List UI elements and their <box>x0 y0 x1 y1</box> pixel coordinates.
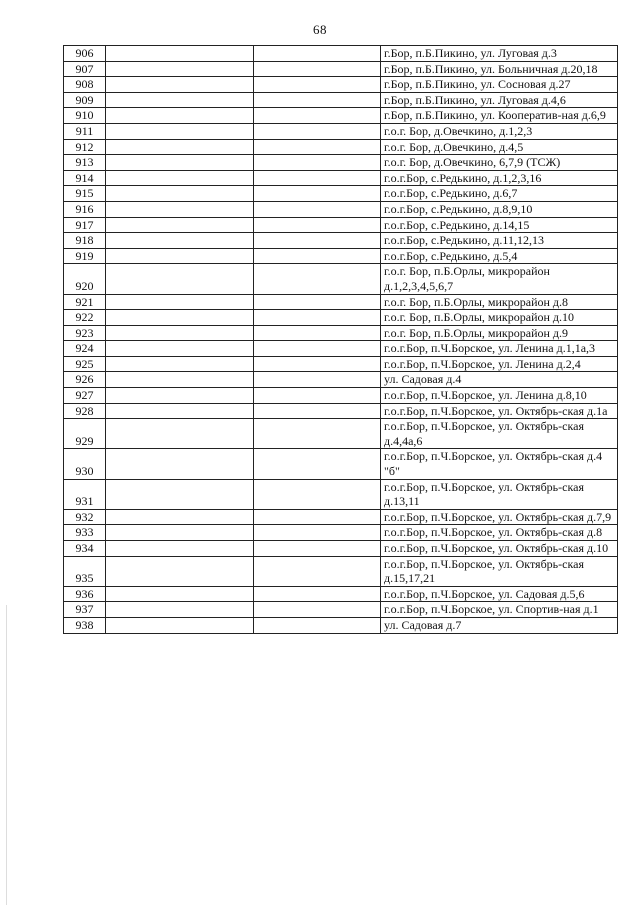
empty-cell <box>254 233 381 249</box>
empty-cell <box>106 233 254 249</box>
table-row <box>64 92 618 108</box>
table-row <box>64 509 618 525</box>
empty-cell <box>106 388 254 404</box>
address-cell: г.о.г. Бор, п.Б.Орлы, микрорайон д.9 <box>381 325 618 341</box>
table-row <box>64 556 618 586</box>
empty-cell <box>106 310 254 326</box>
table-row <box>64 217 618 233</box>
empty-cell <box>106 617 254 633</box>
empty-cell <box>254 61 381 77</box>
row-number-cell: 929 <box>64 419 106 449</box>
address-cell: ул. Садовая д.4 <box>381 372 618 388</box>
page-number: 68 <box>313 22 327 37</box>
empty-cell <box>106 77 254 93</box>
row-number-cell: 907 <box>64 61 106 77</box>
row-number-cell: 923 <box>64 325 106 341</box>
row-number-cell: 906 <box>64 46 106 62</box>
address-cell: г.о.г.Бор, п.Ч.Борское, ул. Октябрь-ская д.15,17,21 <box>381 556 618 586</box>
row-number-cell: 925 <box>64 356 106 372</box>
address-cell: г.о.г.Бор, п.Ч.Борское, ул. Спортив-ная д.1 <box>381 602 618 618</box>
empty-cell <box>106 586 254 602</box>
empty-cell <box>254 419 381 449</box>
address-cell: г.о.г. Бор, д.Овечкино, 6,7,9 (ТСЖ) <box>381 155 618 171</box>
empty-cell <box>106 201 254 217</box>
empty-cell <box>106 341 254 357</box>
row-number-cell: 931 <box>64 479 106 509</box>
empty-cell <box>106 170 254 186</box>
empty-cell <box>254 155 381 171</box>
empty-cell <box>254 325 381 341</box>
empty-cell <box>254 541 381 557</box>
empty-cell <box>254 108 381 124</box>
empty-cell <box>106 372 254 388</box>
empty-cell <box>106 92 254 108</box>
empty-cell <box>254 186 381 202</box>
address-cell: г.о.г.Бор, п.Ч.Борское, ул. Октябрь-ская д.1а <box>381 403 618 419</box>
empty-cell <box>106 123 254 139</box>
table-row <box>64 155 618 171</box>
address-cell: г.о.г.Бор, п.Ч.Борское, ул. Октябрь-ская д.7,9 <box>381 509 618 525</box>
address-cell: г.о.г.Бор, п.Ч.Борское, ул. Октябрь-ская д.4 "б" <box>381 449 618 479</box>
table-row <box>64 419 618 449</box>
empty-cell <box>254 341 381 357</box>
empty-cell <box>254 294 381 310</box>
row-number-cell: 914 <box>64 170 106 186</box>
empty-cell <box>254 170 381 186</box>
address-cell: г.о.г.Бор, п.Ч.Борское, ул. Садовая д.5,6 <box>381 586 618 602</box>
table-row <box>64 46 618 62</box>
row-number-cell: 924 <box>64 341 106 357</box>
row-number-cell: 913 <box>64 155 106 171</box>
table-row <box>64 264 618 294</box>
table-row <box>64 325 618 341</box>
row-number-cell: 928 <box>64 403 106 419</box>
address-register-table <box>63 45 618 634</box>
table-row <box>64 586 618 602</box>
empty-cell <box>106 356 254 372</box>
row-number-cell: 935 <box>64 556 106 586</box>
empty-cell <box>106 155 254 171</box>
table-row <box>64 479 618 509</box>
address-cell: ул. Садовая д.7 <box>381 617 618 633</box>
table-row <box>64 61 618 77</box>
register-body <box>64 46 618 634</box>
address-cell: г.о.г. Бор, п.Б.Орлы, микрорайон д.1,2,3,4,5,6,7 <box>381 264 618 294</box>
empty-cell <box>106 479 254 509</box>
table-row <box>64 77 618 93</box>
table-row <box>64 248 618 264</box>
address-cell: г.Бор, п.Б.Пикино, ул. Луговая д.4,6 <box>381 92 618 108</box>
empty-cell <box>106 108 254 124</box>
table-row <box>64 617 618 633</box>
row-number-cell: 910 <box>64 108 106 124</box>
empty-cell <box>106 248 254 264</box>
table-row <box>64 170 618 186</box>
address-cell: г.о.г.Бор, п.Ч.Борское, ул. Октябрь-ская д.4,4а,6 <box>381 419 618 449</box>
empty-cell <box>106 541 254 557</box>
empty-cell <box>254 525 381 541</box>
empty-cell <box>254 617 381 633</box>
address-cell: г.о.г.Бор, с.Редькино, д.6,7 <box>381 186 618 202</box>
scan-edge-line <box>6 605 7 905</box>
empty-cell <box>254 264 381 294</box>
address-cell: г.о.г.Бор, с.Редькино, д.1,2,3,16 <box>381 170 618 186</box>
address-cell: г.о.г.Бор, п.Ч.Борское, ул. Ленина д.1,1а,3 <box>381 341 618 357</box>
table-row <box>64 201 618 217</box>
empty-cell <box>254 586 381 602</box>
table-row <box>64 449 618 479</box>
table-row <box>64 186 618 202</box>
empty-cell <box>106 325 254 341</box>
table-row <box>64 525 618 541</box>
table-row <box>64 294 618 310</box>
empty-cell <box>254 139 381 155</box>
empty-cell <box>254 509 381 525</box>
empty-cell <box>106 217 254 233</box>
empty-cell <box>254 602 381 618</box>
row-number-cell: 911 <box>64 123 106 139</box>
empty-cell <box>254 201 381 217</box>
empty-cell <box>106 61 254 77</box>
row-number-cell: 919 <box>64 248 106 264</box>
row-number-cell: 926 <box>64 372 106 388</box>
table-row <box>64 541 618 557</box>
empty-cell <box>254 403 381 419</box>
empty-cell <box>106 264 254 294</box>
empty-cell <box>106 294 254 310</box>
row-number-cell: 917 <box>64 217 106 233</box>
address-cell: г.о.г.Бор, п.Ч.Борское, ул. Ленина д.2,4 <box>381 356 618 372</box>
empty-cell <box>254 356 381 372</box>
address-cell: г.о.г. Бор, п.Б.Орлы, микрорайон д.8 <box>381 294 618 310</box>
address-cell: г.о.г.Бор, п.Ч.Борское, ул. Ленина д.8,10 <box>381 388 618 404</box>
address-cell: г.о.г. Бор, д.Овечкино, д.4,5 <box>381 139 618 155</box>
address-cell: г.о.г. Бор, п.Б.Орлы, микрорайон д.10 <box>381 310 618 326</box>
row-number-cell: 933 <box>64 525 106 541</box>
row-number-cell: 918 <box>64 233 106 249</box>
row-number-cell: 927 <box>64 388 106 404</box>
table-row <box>64 341 618 357</box>
empty-cell <box>254 449 381 479</box>
row-number-cell: 930 <box>64 449 106 479</box>
table-row <box>64 123 618 139</box>
empty-cell <box>106 46 254 62</box>
row-number-cell: 922 <box>64 310 106 326</box>
table-row <box>64 233 618 249</box>
address-cell: г.о.г.Бор, с.Редькино, д.14,15 <box>381 217 618 233</box>
address-cell: г.о.г. Бор, д.Овечкино, д.1,2,3 <box>381 123 618 139</box>
empty-cell <box>254 46 381 62</box>
table-row <box>64 602 618 618</box>
table-row <box>64 372 618 388</box>
row-number-cell: 916 <box>64 201 106 217</box>
row-number-cell: 937 <box>64 602 106 618</box>
empty-cell <box>106 139 254 155</box>
address-cell: г.о.г.Бор, с.Редькино, д.5,4 <box>381 248 618 264</box>
row-number-cell: 932 <box>64 509 106 525</box>
empty-cell <box>106 419 254 449</box>
empty-cell <box>106 509 254 525</box>
empty-cell <box>106 403 254 419</box>
table-row <box>64 403 618 419</box>
empty-cell <box>254 479 381 509</box>
address-cell: г.о.г.Бор, п.Ч.Борское, ул. Октябрь-ская д.10 <box>381 541 618 557</box>
empty-cell <box>254 310 381 326</box>
empty-cell <box>106 186 254 202</box>
row-number-cell: 915 <box>64 186 106 202</box>
address-cell: г.о.г.Бор, с.Редькино, д.11,12,13 <box>381 233 618 249</box>
empty-cell <box>254 388 381 404</box>
row-number-cell: 934 <box>64 541 106 557</box>
address-cell: г.Бор, п.Б.Пикино, ул. Луговая д.3 <box>381 46 618 62</box>
empty-cell <box>254 248 381 264</box>
address-cell: г.Бор, п.Б.Пикино, ул. Больничная д.20,18 <box>381 61 618 77</box>
empty-cell <box>254 77 381 93</box>
empty-cell <box>254 372 381 388</box>
empty-cell <box>106 602 254 618</box>
row-number-cell: 920 <box>64 264 106 294</box>
empty-cell <box>254 92 381 108</box>
table-row <box>64 108 618 124</box>
empty-cell <box>254 217 381 233</box>
address-cell: г.о.г.Бор, с.Редькино, д.8,9,10 <box>381 201 618 217</box>
table-row <box>64 139 618 155</box>
table-row <box>64 310 618 326</box>
table-row <box>64 356 618 372</box>
row-number-cell: 908 <box>64 77 106 93</box>
address-cell: г.о.г.Бор, п.Ч.Борское, ул. Октябрь-ская д.8 <box>381 525 618 541</box>
address-cell: г.Бор, п.Б.Пикино, ул. Кооператив-ная д.6,9 <box>381 108 618 124</box>
row-number-cell: 936 <box>64 586 106 602</box>
row-number-cell: 909 <box>64 92 106 108</box>
empty-cell <box>106 556 254 586</box>
empty-cell <box>254 556 381 586</box>
table-row <box>64 388 618 404</box>
empty-cell <box>106 525 254 541</box>
address-cell: г.Бор, п.Б.Пикино, ул. Сосновая д.27 <box>381 77 618 93</box>
row-number-cell: 912 <box>64 139 106 155</box>
empty-cell <box>254 123 381 139</box>
address-cell: г.о.г.Бор, п.Ч.Борское, ул. Октябрь-ская д.13,11 <box>381 479 618 509</box>
row-number-cell: 921 <box>64 294 106 310</box>
row-number-cell: 938 <box>64 617 106 633</box>
empty-cell <box>106 449 254 479</box>
